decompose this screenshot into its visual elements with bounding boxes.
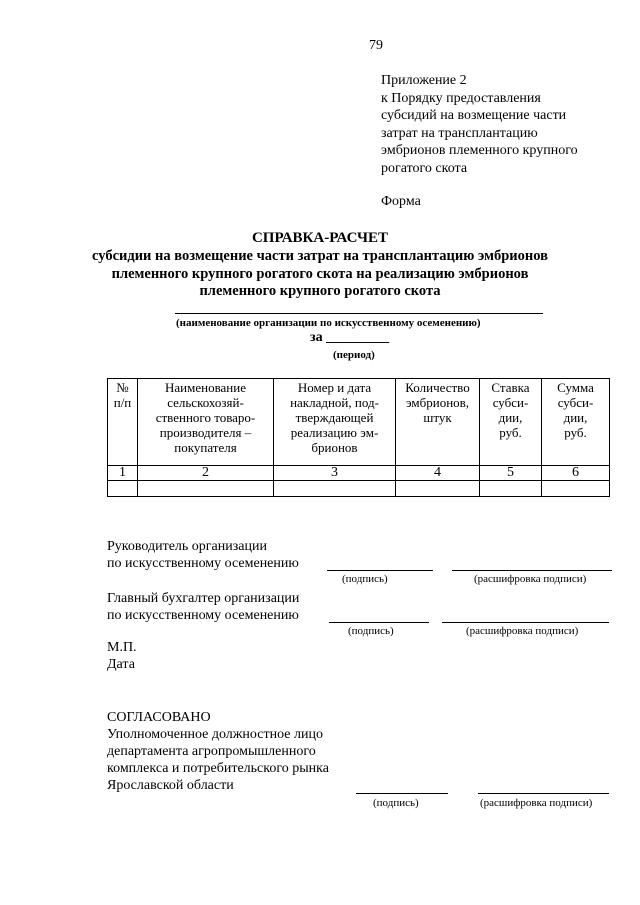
appendix-line: рогатого скота: [381, 160, 468, 176]
calculation-table: [107, 378, 610, 497]
head-decode-caption: (расшифровка подписи): [474, 573, 587, 585]
head-signature-label: Руководитель организации по искусственному осеменению: [107, 539, 299, 571]
organization-name-line: [175, 313, 543, 314]
agreed-title: СОГЛАСОВАНО: [107, 710, 211, 725]
column-number: 3: [274, 466, 396, 481]
empty-cell: [542, 481, 610, 497]
head-signature-caption: (подпись): [342, 573, 388, 585]
empty-cell: [274, 481, 396, 497]
document-title: СПРАВКА-РАСЧЕТ: [251, 230, 389, 246]
stamp-label: М.П.: [107, 640, 137, 655]
page-number: 79: [369, 38, 383, 53]
column-number: 5: [480, 466, 542, 481]
empty-cell: [480, 481, 542, 497]
appendix-line: к Порядку предоставления: [381, 90, 541, 106]
subtitle-line: субсидии на возмещение части затрат на трансплантацию эмбрионов: [92, 248, 548, 264]
table-header-row: [108, 379, 610, 466]
header-cell: Количество эмбрионов, штук: [396, 379, 480, 466]
appendix-block: [381, 72, 578, 177]
empty-cell: [108, 481, 138, 497]
agreed-signature-line: [356, 793, 448, 794]
header-cell: Ставка субси- дии, руб.: [480, 379, 542, 466]
accountant-decode-caption: (расшифровка подписи): [466, 625, 579, 637]
date-label: Дата: [107, 657, 135, 672]
document-subtitle: [0, 248, 640, 301]
column-number-row: [108, 466, 610, 481]
table-row: [108, 481, 610, 497]
head-decode-line: [452, 570, 612, 571]
appendix-line: эмбрионов племенного крупного: [381, 143, 578, 158]
appendix-line: субсидий на возмещение части: [381, 108, 567, 123]
appendix-line: Приложение 2: [381, 73, 467, 88]
column-number: 2: [138, 466, 274, 481]
empty-cell: [138, 481, 274, 497]
agreed-decode-caption: (расшифровка подписи): [480, 797, 593, 809]
column-number: 1: [108, 466, 138, 481]
period-label: за _________: [310, 330, 390, 345]
column-number: 4: [396, 466, 480, 481]
organization-caption: (наименование организации по искусственному осеменению): [176, 317, 481, 329]
period-caption: (период): [333, 349, 375, 361]
head-signature-line: [327, 570, 433, 571]
accountant-signature-caption: (подпись): [348, 625, 394, 637]
subtitle-line: племенного крупного рогатого скота: [199, 283, 441, 299]
header-cell: Наименование сельскохозяй- ственного товаро- производителя – покупателя: [138, 379, 274, 466]
accountant-signature-label: Главный бухгалтер организации по искусственному осеменению: [107, 591, 300, 623]
agreed-signature-caption: (подпись): [373, 797, 419, 809]
subtitle-line: племенного крупного рогатого скота на реализацию эмбрионов: [111, 265, 529, 282]
header-cell: Номер и дата накладной, под- тверждающей реализацию эм- брионов: [274, 379, 396, 466]
agreed-official-label: Уполномоченное должностное лицо департамента агропромышленного комплекса и потребительского рынка Ярославской области: [107, 727, 329, 793]
agreed-decode-line: [478, 793, 609, 794]
header-cell: № п/п: [108, 379, 138, 466]
accountant-decode-line: [442, 622, 609, 623]
empty-cell: [396, 481, 480, 497]
appendix-line: затрат на трансплантацию: [381, 125, 538, 141]
form-label: Форма: [381, 194, 421, 209]
accountant-signature-line: [329, 622, 429, 623]
column-number: 6: [542, 466, 610, 481]
header-cell: Сумма субси- дии, руб.: [542, 379, 610, 466]
